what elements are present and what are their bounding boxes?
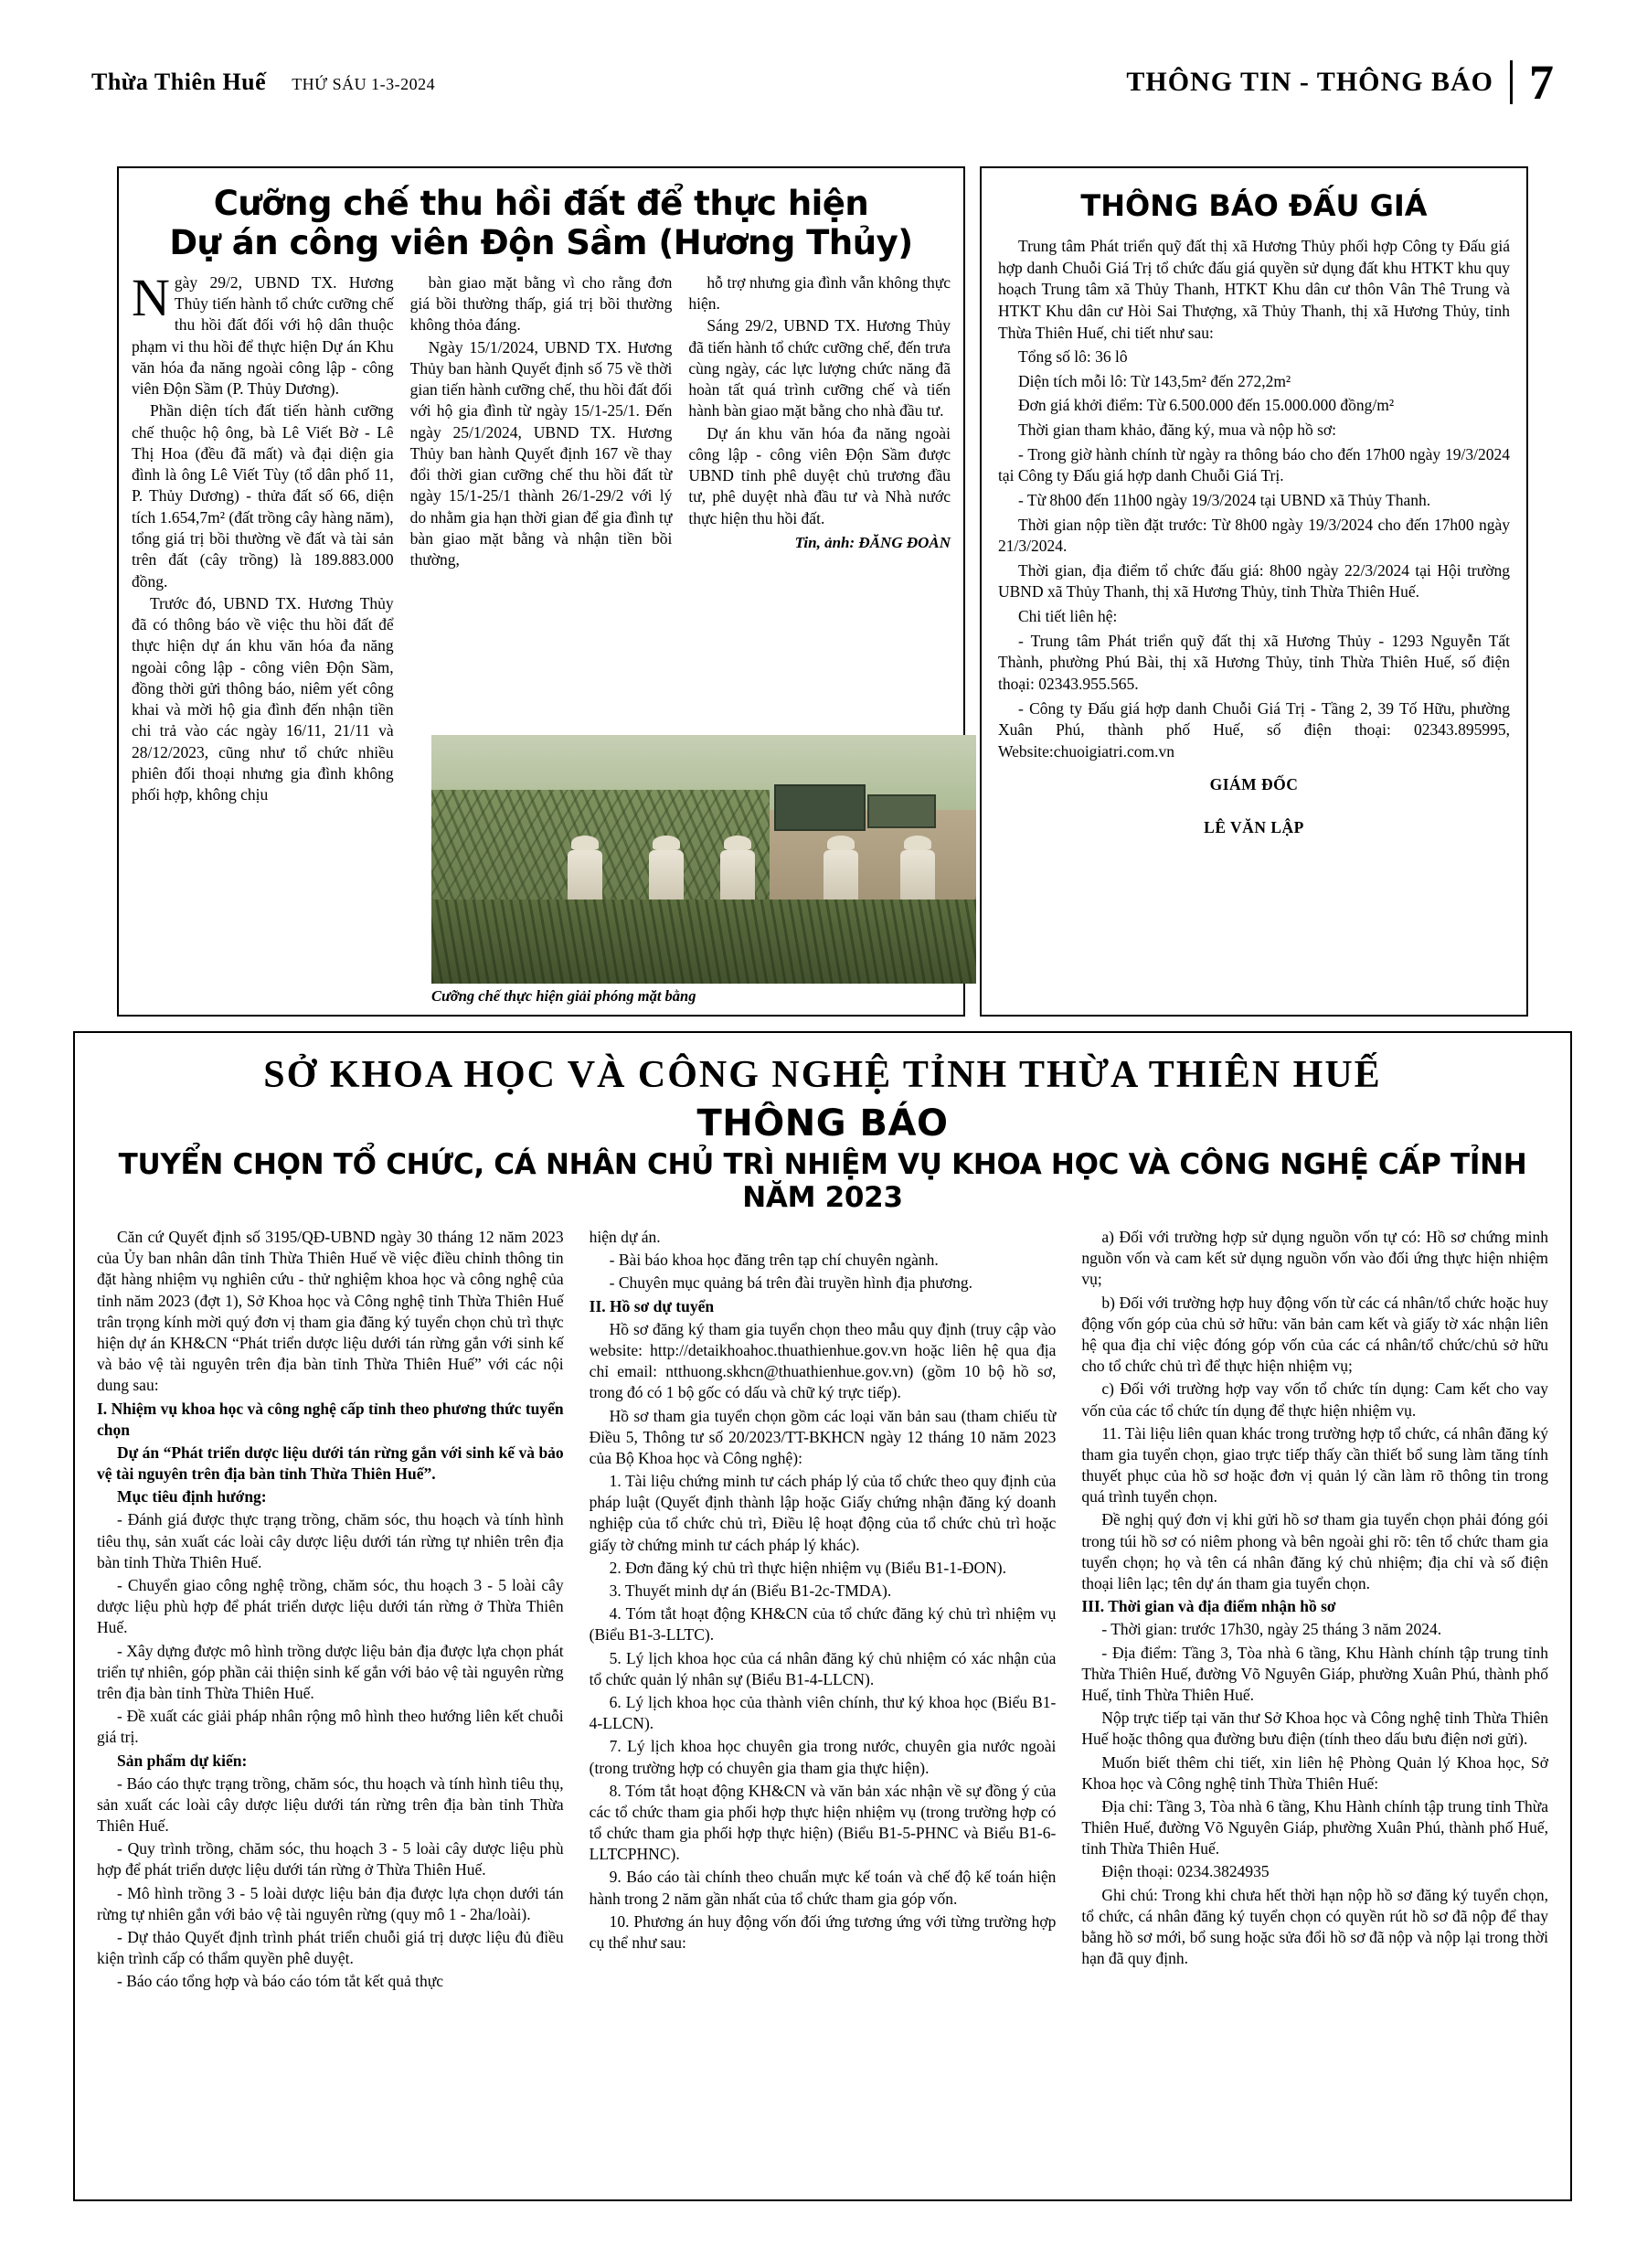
auction-paragraph: Thời gian, địa điểm tổ chức đấu giá: 8h00 ngày 22/3/2024 tại Hội trường UBND xã Thủy Thanh, thị xã Hương Thủy, tỉnh Thừa Thiên Huế. xyxy=(998,560,1510,602)
page-number: 7 xyxy=(1529,55,1554,110)
notice-paragraph: - Chuyển giao công nghệ trồng, chăm sóc, thu hoạch 3 - 5 loài cây dược liệu phù hợp để phát triển dược liệu dưới tán rừng ở Thừa Thiên Huế. xyxy=(97,1576,564,1637)
notice-paragraph: 6. Lý lịch khoa học của thành viên chính, thư ký khoa học (Biểu B1-4-LLCN). xyxy=(589,1692,1057,1733)
article-column-1 xyxy=(132,267,394,807)
article-cuong-che xyxy=(117,166,965,1017)
auction-signature xyxy=(998,775,1510,837)
notice-paragraph: Hồ sơ tham gia tuyển chọn gồm các loại văn bản sau (tham chiếu từ Điều 5, Thông tư số 20/2023/TT-BKHCN ngày 12 tháng 10 năm 2023 của Bộ Khoa học và Công nghệ): xyxy=(589,1406,1057,1467)
auction-notice xyxy=(980,166,1528,1017)
notice-paragraph: - Báo cáo thực trạng trồng, chăm sóc, thu hoạch và tính hình tiêu thụ, sản xuất các loài cây dược liệu dưới tán rừng trên địa bàn tỉnh Thừa Thiên Huế. xyxy=(97,1773,564,1836)
notice-paragraph: 4. Tóm tắt hoạt động KH&CN của tổ chức đăng ký chủ trì nhiệm vụ (Biểu B1-3-LLTC). xyxy=(589,1604,1057,1645)
article-byline: Tin, ảnh: ĐĂNG ĐOÀN xyxy=(794,534,951,551)
article-paragraph: Sáng 29/2, UBND TX. Hương Thủy đã tiến hành tổ chức cưỡng chế, đến trưa cùng ngày, các lực lượng chức năng đã hoàn tất quá trình cưỡng chế và tiến hành bàn giao mặt bằng cho nhà đầu tư. xyxy=(688,316,951,421)
auction-body xyxy=(998,236,1510,762)
notice-paragraph: b) Đối với trường hợp huy động vốn từ các cá nhân/tổ chức hoặc huy động vốn góp của chủ sở hữu: văn bản cam kết và giấy tờ xác nhận liên hệ qua địa chỉ việc đóng góp vốn của các cá nhân/tổ chức/chủ sở hữu cho tổ chức chủ trì để thực hiện nhiệm vụ; xyxy=(1081,1293,1549,1376)
notice-paragraph: 2. Đơn đăng ký chủ trì thực hiện nhiệm vụ (Biểu B1-1-ĐON). xyxy=(609,1558,1006,1577)
notice-paragraph: I. Nhiệm vụ khoa học và công nghệ cấp tỉnh theo phương thức tuyển chọn xyxy=(97,1399,564,1439)
article-photo xyxy=(431,735,976,984)
notice-column-1 xyxy=(97,1227,564,1995)
notice-paragraph: Ghi chú: Trong khi chưa hết thời hạn nộp hồ sơ đăng ký tuyển chọn, tổ chức, cá nhân đăng ký tuyển chọn có quyền rút hồ sơ đã nộp để thay bằng hồ sơ mới, bổ sung hoặc sửa đổi hồ sơ đã nộp và nộp lại trong thời hạn đã quy định. xyxy=(1081,1885,1549,1968)
headline-line-1: Cưỡng chế thu hồi đất để thực hiện xyxy=(213,184,869,223)
article-paragraph: Dự án khu văn hóa đa năng ngoài công lập - công viên Độn Sầm được UBND tỉnh phê duyệt chủ trương đầu tư, phê duyệt nhà đầu tư và Nhà nước thực hiện thu hồi đất. xyxy=(688,423,951,527)
notice-paragraph: 3. Thuyết minh dự án (Biểu B1-2c-TMDA). xyxy=(609,1581,892,1600)
article-paragraph: Trước đó, UBND TX. Hương Thủy đã có thông báo về việc thu hồi đất để thực hiện dự án khu văn hóa đa năng ngoài công lập - công viên Độn Sầm, đồng thời gửi thông báo, niêm yết công khai và mời hộ gia đình đến nhận tiền chi trả vào các ngày 16/11, 21/11 và 28/12/2023, cũng như tổ chức nhiều phiên đối thoại nhưng gia đình không phối hợp, không chịu xyxy=(132,593,394,804)
notice-paragraph: - Mô hình trồng 3 - 5 loài dược liệu bản địa được lựa chọn dưới tán rừng tự nhiên gắn với bảo vệ tài nguyên rừng (quy mô 1 - 2ha/loài). xyxy=(97,1883,564,1923)
notice-columns xyxy=(97,1227,1548,1995)
notice-paragraph: 8. Tóm tắt hoạt động KH&CN và văn bản xác nhận về sự đồng ý của các tổ chức tham gia phối hợp thực hiện nhiệm vụ (trong trường hợp có tổ chức tham gia phối hợp thực hiện) (Biểu B1-5-PHNC và Biểu B1-6-LLTCPHNC). xyxy=(589,1781,1057,1864)
notice-paragraph: Căn cứ Quyết định số 3195/QĐ-UBND ngày 30 tháng 12 năm 2023 của Ủy ban nhân dân tỉnh Thừa Thiên Huế về việc điều chỉnh thông tin đặt hàng nhiệm vụ nghiên cứu - thử nghiệm khoa học và công nghệ của tỉnh năm 2023 (đợt 1), Sở Khoa học và Công nghệ tỉnh Thừa Thiên Huế trân trọng kính mời quý đơn vị tham gia đăng ký tuyển chọn chủ trì thực hiện dự án KH&CN “Phát triển dược liệu dưới tán rừng gắn với sinh kế và bảo vệ tài nguyên trên địa bàn tỉnh Thừa Thiên Huế” với các nội dung sau: xyxy=(97,1228,564,1395)
notice-paragraph: Điện thoại: 0234.3824935 xyxy=(1101,1862,1270,1881)
notice-paragraph: - Đánh giá được thực trạng trồng, chăm sóc, thu hoạch và tính hình tiêu thụ, sản xuất các loài cây dược liệu dưới tán rừng tự nhiên trên địa bàn tỉnh Thừa Thiên Huế. xyxy=(97,1510,564,1571)
article-paragraph: Phần diện tích đất tiến hành cưỡng chế thuộc hộ ông, bà Lê Viết Bờ - Lê Thị Hoa (đều đã mất) và đại diện gia đình là ông Lê Viết Tùy (tổ dân phố 11, P. Thủy Dương) - thửa đất số 66, diện tích 1.654,7m² (đất trồng cây hàng năm), tổng giá trị bồi thường về đất và tài sản trên đất (cây trồng) là 189.883.000 đồng. xyxy=(132,401,394,591)
newspaper-logo: Thừa Thiên Huế xyxy=(91,69,267,95)
masthead-right xyxy=(1126,55,1554,110)
notice-paragraph: Sản phẩm dự kiến: xyxy=(117,1751,248,1770)
notice-paragraph: - Bài báo khoa học đăng trên tạp chí chuyên ngành. xyxy=(609,1251,939,1270)
auction-paragraph: Diện tích mỗi lô: Từ 143,5m² đến 272,2m² xyxy=(1018,371,1291,390)
notice-paragraph: - Địa điểm: Tầng 3, Tòa nhà 6 tầng, Khu Hành chính tập trung tỉnh Thừa Thiên Huế, đường Võ Nguyên Giáp, phường Xuân Phú, thành phố Huế, tỉnh Thừa Thiên Huế. xyxy=(1081,1643,1549,1704)
auction-paragraph: Thời gian nộp tiền đặt trước: Từ 8h00 ngày 19/3/2024 cho đến 17h00 ngày 21/3/2024. xyxy=(998,515,1510,556)
photo-truck xyxy=(774,784,865,830)
article-paragraph: Ngày 15/1/2024, UBND TX. Hương Thủy ban hành Quyết định số 75 về thời gian tiến hành cưỡng chế, thu hồi đất đối với hộ gia đình từ ngày 15/1-25/1. Đến ngày 25/1/2024, UBND TX. Hương Thủy ban hành Quyết định 167 về thay đổi thời gian cưỡng chế thu hồi đất từ ngày 15/1-25/1 thành 26/1-29/2 với lý do nhằm gia hạn thời gian để gia đình tự bàn giao mặt bằng và nhận tiền bồi thường, xyxy=(409,337,673,570)
notice-paragraph: III. Thời gian và địa điểm nhận hồ sơ xyxy=(1081,1597,1336,1616)
science-notice xyxy=(73,1031,1572,2201)
signature-role: GIÁM ĐỐC xyxy=(1209,775,1299,794)
auction-paragraph: - Từ 8h00 đến 11h00 ngày 19/3/2024 tại UBND xã Thủy Thanh. xyxy=(1018,490,1431,509)
notice-paragraph: hiện dự án. xyxy=(589,1228,661,1246)
article-column-3 xyxy=(688,272,951,807)
photo-caption: Cưỡng chế thực hiện giải phóng mặt bằng xyxy=(431,987,696,1005)
article-headline xyxy=(132,185,951,263)
notice-paragraph: 10. Phương án huy động vốn đối ứng tương ứng với từng trường hợp cụ thể như sau: xyxy=(589,1911,1057,1952)
signature-name: LÊ VĂN LẬP xyxy=(1204,818,1304,837)
article-photo-block xyxy=(431,735,976,1006)
notice-paragraph: 7. Lý lịch khoa học chuyên gia trong nước, chuyên gia nước ngoài (trong trường hợp có chuyên gia tham gia thực hiện). xyxy=(589,1737,1057,1777)
notice-paragraph: - Quy trình trồng, chăm sóc, thu hoạch 3 - 5 loài cây dược liệu phù hợp để phát triển dược liệu dưới tán rừng ở Thừa Thiên Huế. xyxy=(97,1839,564,1879)
article-paragraph-text: gày 29/2, UBND TX. Hương Thủy tiến hành tổ chức cưỡng chế thu hồi đất đối với hộ dân thuộc phạm vi thu hồi để thực hiện Dự án Khu văn hóa đa năng ngoài công lập - công viên Độn Sầm (P. Thủy Dương). xyxy=(132,272,394,399)
auction-paragraph: Chi tiết liên hệ: xyxy=(1018,607,1118,625)
publication-date: THỨ SÁU 1-3-2024 xyxy=(292,75,436,93)
notice-paragraph: 9. Báo cáo tài chính theo chuẩn mực kế toán và chế độ kế toán hiện hành trong 2 năm gần nhất của tổ chức tham gia góp vốn. xyxy=(589,1868,1057,1908)
notice-paragraph: - Dự thảo Quyết định trình phát triển chuỗi giá trị dược liệu đủ điều kiện trình cấp có thẩm quyền phê duyệt. xyxy=(97,1928,564,1968)
notice-column-2 xyxy=(590,1227,1057,1995)
auction-paragraph: Trung tâm Phát triển quỹ đất thị xã Hương Thủy phối hợp Công ty Đấu giá hợp danh Chuỗi Giá Trị tổ chức đấu giá quyền sử dụng đất khu HTKT khu quy hoạch Trung tâm xã Thủy Thanh, HTKT Khu dân cư thôn Vân Thê Trung và HTKT Khu dân cư Hòi Sai Thượng, xã Thủy Thanh, thị xã Hương Thủy, tỉnh Thừa Thiên Huế, chi tiết như sau: xyxy=(998,237,1510,342)
notice-paragraph: Hồ sơ đăng ký tham gia tuyển chọn theo mẫu quy định (truy cập vào website: http://detaikhoahoc.thuathienhue.gov.vn hoặc liên hệ qua địa chỉ email: ntthuong.skhcn@thuathienhue.gov.vn) (gồm 10 bộ hồ sơ, trong đó có 1 bộ gốc có dấu và chữ ký trực tiếp). xyxy=(589,1319,1057,1402)
auction-paragraph: Tổng số lô: 36 lô xyxy=(1018,347,1128,367)
masthead-divider xyxy=(1510,60,1513,104)
headline-line-2: Dự án công viên Độn Sầm (Hương Thủy) xyxy=(169,222,913,262)
masthead xyxy=(91,55,1554,110)
drop-cap: N xyxy=(132,267,170,327)
article-paragraph: hỗ trợ nhưng gia đình vẫn không thực hiện. xyxy=(688,272,951,314)
notice-paragraph: - Xây dựng được mô hình trồng dược liệu bản địa được lựa chọn phát triển tự nhiên, góp phần cải thiện sinh kế gắn với bảo vệ tài nguyên rừng trên địa bàn tỉnh Thừa Thiên Huế. xyxy=(97,1641,564,1702)
notice-paragraph: 1. Tài liệu chứng minh tư cách pháp lý của tổ chức theo quy định của pháp luật (Quyết định thành lập hoặc Giấy chứng nhận đăng ký doanh nghiệp của tổ chức chủ trì, Điều lệ hoạt động của tổ chức chủ trì hoặc giấy tờ chứng minh tư cách pháp lý khác). xyxy=(589,1472,1057,1554)
auction-paragraph: Đơn giá khởi điểm: Từ 6.500.000 đến 15.000.000 đồng/m² xyxy=(1018,396,1395,415)
notice-paragraph: Đề nghị quý đơn vị khi gửi hồ sơ tham gia tuyển chọn phải đóng gói trong túi hồ sơ có niêm phong và bên ngoài ghi rõ: tên tổ chức tham gia tuyển chọn; họ và tên cá nhân đăng ký chủ nhiệm; địa chỉ và số điện thoại liên lạc; tên dự án tham gia tuyển chọn. xyxy=(1081,1510,1549,1592)
auction-paragraph: - Trong giờ hành chính từ ngày ra thông báo cho đến 17h00 ngày 19/3/2024 tại Công ty Đấu giá hợp danh Chuỗi Giá Trị. xyxy=(998,444,1510,485)
notice-column-3 xyxy=(1081,1227,1548,1995)
article-paragraph: bàn giao mặt bằng vì cho rằng đơn giá bồi thường thấp, giá trị bồi thường không thỏa đáng. xyxy=(409,272,673,335)
notice-paragraph: - Đề xuất các giải pháp nhân rộng mô hình theo hướng liên kết chuỗi giá trị. xyxy=(97,1707,564,1747)
section-title: THÔNG TIN - THÔNG BÁO xyxy=(1126,67,1493,97)
notice-paragraph: - Chuyên mục quảng bá trên đài truyền hình địa phương. xyxy=(609,1273,973,1293)
photo-second-vehicle xyxy=(867,794,937,828)
notice-paragraph: 5. Lý lịch khoa học của cá nhân đăng ký chủ nhiệm có xác nhận của tổ chức quản lý nhân sự (Biểu B1-4-LLCN). xyxy=(589,1648,1057,1688)
auction-title: THÔNG BÁO ĐẤU GIÁ xyxy=(1080,188,1428,223)
notice-paragraph: Dự án “Phát triển dược liệu dưới tán rừng gắn với sinh kế và bảo vệ tài nguyên trên địa bàn tỉnh Thừa Thiên Huế”. xyxy=(97,1443,564,1484)
article-columns xyxy=(132,267,951,807)
notice-paragraph: - Thời gian: trước 17h30, ngày 25 tháng 3 năm 2024. xyxy=(1101,1620,1442,1639)
masthead-left xyxy=(91,69,435,96)
notice-paragraph: - Báo cáo tổng hợp và báo cáo tóm tắt kết quả thực xyxy=(117,1972,443,1991)
notice-paragraph: Muốn biết thêm chi tiết, xin liên hệ Phòng Quản lý Khoa học, Sở Khoa học và Công nghệ tỉnh Thừa Thiên Huế: xyxy=(1081,1752,1549,1793)
auction-paragraph: - Công ty Đấu giá hợp danh Chuỗi Giá Trị - Tầng 2, 39 Tố Hữu, phường Xuân Phú, thành phố Huế, số điện thoại: 02343.895995, Website:chuoigiatri.com.vn xyxy=(998,698,1510,761)
notice-paragraph: c) Đối với trường hợp vay vốn tổ chức tín dụng: Cam kết cho vay vốn của các tổ chức tín dụng để thực hiện nhiệm vụ. xyxy=(1081,1379,1549,1420)
notice-paragraph: Mục tiêu định hướng: xyxy=(117,1487,267,1507)
notice-paragraph: Địa chỉ: Tầng 3, Tòa nhà 6 tầng, Khu Hành chính tập trung tỉnh Thừa Thiên Huế, đường Võ Nguyên Giáp, phường Xuân Phú, thành phố Huế, tỉnh Thừa Thiên Huế. xyxy=(1081,1796,1549,1858)
article-paragraph xyxy=(132,267,394,400)
article-column-2 xyxy=(410,272,673,807)
notice-paragraph: 11. Tài liệu liên quan khác trong trường hợp tổ chức, cá nhân đăng ký tham gia tuyển chọn, giao trực tiếp thấy cần thiết bổ sung làm tăng tính thuyết phục của hồ sơ hoặc đơn vị quản lý cần làm rõ thông tin trong quá trình tuyển chọn. xyxy=(1081,1423,1549,1507)
notice-heading: THÔNG BÁO xyxy=(696,1102,949,1145)
notice-paragraph: II. Hồ sơ dự tuyển xyxy=(589,1296,715,1315)
notice-paragraph: Nộp trực tiếp tại văn thư Sở Khoa học và Công nghệ tỉnh Thừa Thiên Huế hoặc thông qua đường bưu điện (tính theo dấu bưu điện nơi gửi). xyxy=(1081,1709,1549,1749)
auction-paragraph: - Trung tâm Phát triển quỹ đất thị xã Hương Thủy - 1293 Nguyễn Tất Thành, phường Phú Bài, thị xã Hương Thủy, tỉnh Thừa Thiên Huế, số điện thoại: 02343.955.565. xyxy=(998,631,1510,693)
notice-department-title: SỞ KHOA HỌC VÀ CÔNG NGHỆ TỈNH THỪA THIÊN HUẾ xyxy=(263,1054,1382,1096)
notice-subheading: TUYỂN CHỌN TỔ CHỨC, CÁ NHÂN CHỦ TRÌ NHIỆM VỤ KHOA HỌC VÀ CÔNG NGHỆ CẤP TỈNH NĂM 2023 xyxy=(118,1148,1527,1214)
photo-foreground xyxy=(431,900,976,984)
notice-paragraph: a) Đối với trường hợp sử dụng nguồn vốn tự có: Hồ sơ chứng minh nguồn vốn và cam kết sử dụng nguồn vốn vào đối ứng thực hiện nhiệm vụ; xyxy=(1081,1228,1549,1289)
auction-paragraph: Thời gian tham khảo, đăng ký, mua và nộp hồ sơ: xyxy=(1018,421,1337,439)
